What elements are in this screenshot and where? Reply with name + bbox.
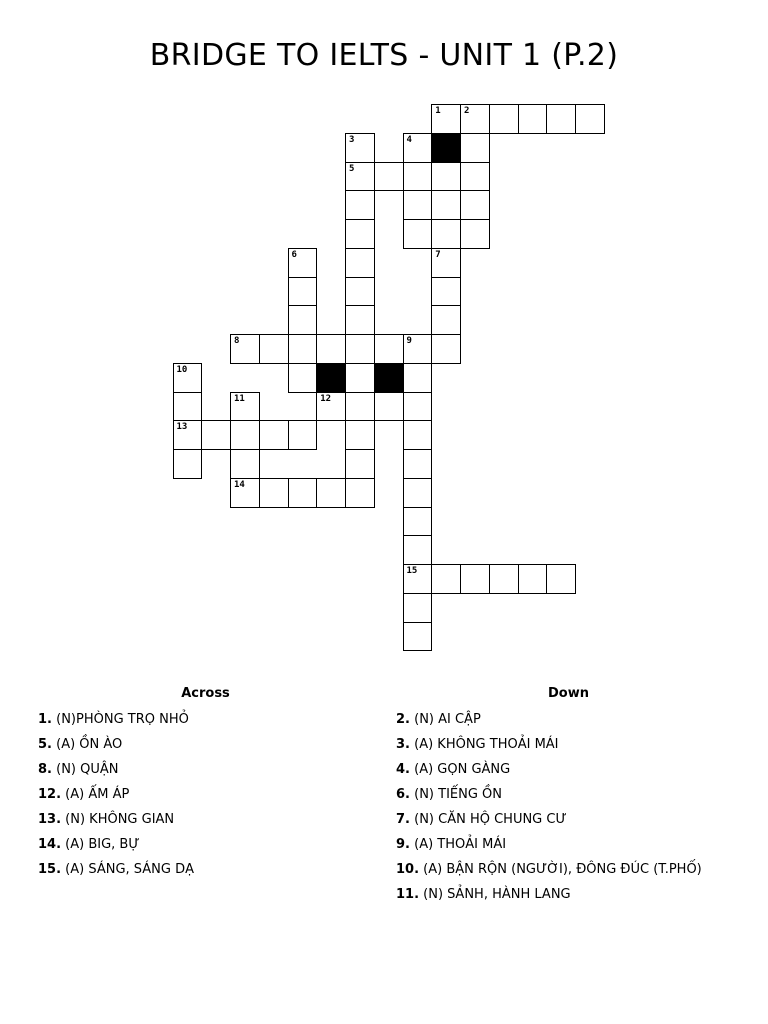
clue-number: 11 xyxy=(234,393,245,404)
clue-number: 7. xyxy=(396,812,410,827)
grid-cell[interactable] xyxy=(403,162,433,192)
grid-cell[interactable] xyxy=(345,478,375,508)
numbered-cell[interactable] xyxy=(345,133,375,163)
grid-cell[interactable] xyxy=(230,420,260,450)
numbered-cell[interactable] xyxy=(173,420,203,450)
down-clue xyxy=(396,757,741,782)
clue-text: (A) THOẢI MÁI xyxy=(414,837,507,852)
grid-cell[interactable] xyxy=(431,277,461,307)
clue-number: 7 xyxy=(435,249,441,260)
clue-number: 6 xyxy=(291,249,297,260)
across-clue xyxy=(38,757,373,782)
grid-cell[interactable] xyxy=(460,564,490,594)
grid-cell[interactable] xyxy=(518,104,548,134)
down-header: Down xyxy=(548,686,589,701)
grid-cell[interactable] xyxy=(374,334,404,364)
black-square xyxy=(431,133,461,163)
grid-cell[interactable] xyxy=(345,219,375,249)
grid-cell[interactable] xyxy=(431,219,461,249)
grid-cell[interactable] xyxy=(345,392,375,422)
grid-cell[interactable] xyxy=(403,363,433,393)
grid-cell[interactable] xyxy=(345,190,375,220)
grid-cell[interactable] xyxy=(403,478,433,508)
grid-cell[interactable] xyxy=(345,334,375,364)
grid-cell[interactable] xyxy=(460,133,490,163)
clue-number: 12 xyxy=(320,393,332,404)
clue-text: (A) KHÔNG THOẢI MÁI xyxy=(414,737,559,752)
grid-cell[interactable] xyxy=(374,392,404,422)
down-list xyxy=(396,707,741,907)
numbered-cell[interactable] xyxy=(230,334,260,364)
grid-cell[interactable] xyxy=(259,478,289,508)
grid-cell[interactable] xyxy=(374,162,404,192)
clue-number: 13 xyxy=(176,422,188,433)
grid-cell[interactable] xyxy=(546,104,576,134)
grid-cell[interactable] xyxy=(230,449,260,479)
grid-cell[interactable] xyxy=(403,219,433,249)
grid-cell[interactable] xyxy=(575,104,605,134)
numbered-cell[interactable] xyxy=(431,104,461,134)
clue-text: (N) CĂN HỘ CHUNG CƯ xyxy=(414,812,567,827)
clue-number: 10. xyxy=(396,862,420,877)
clue-number: 9. xyxy=(396,837,410,852)
across-clues xyxy=(38,686,373,882)
grid-cell[interactable] xyxy=(173,392,203,422)
grid-cell[interactable] xyxy=(489,564,519,594)
clue-text: (N) QUẬN xyxy=(56,762,119,777)
grid-cell[interactable] xyxy=(173,449,203,479)
grid-cell[interactable] xyxy=(288,420,318,450)
clue-number: 9 xyxy=(406,336,412,346)
clue-number: 3 xyxy=(349,134,355,145)
grid-cell[interactable] xyxy=(345,305,375,335)
clue-text: (A) GỌN GÀNG xyxy=(414,762,511,777)
grid-cell[interactable] xyxy=(316,478,346,508)
clue-number: 6. xyxy=(396,787,410,802)
clue-number: 1. xyxy=(38,712,52,727)
down-clues xyxy=(396,686,741,907)
down-clue xyxy=(396,707,741,732)
grid-cell[interactable] xyxy=(288,277,318,307)
clue-number: 8 xyxy=(234,336,240,346)
down-clue xyxy=(396,857,741,882)
grid-cell[interactable] xyxy=(259,420,289,450)
grid-cell[interactable] xyxy=(546,564,576,594)
clue-number: 14 xyxy=(234,479,245,490)
clue-number: 13. xyxy=(38,812,62,827)
grid-cell[interactable] xyxy=(460,219,490,249)
grid-cell[interactable] xyxy=(431,190,461,220)
grid-cell[interactable] xyxy=(403,190,433,220)
grid-cell[interactable] xyxy=(403,535,433,565)
grid-cell[interactable] xyxy=(288,305,318,335)
grid-cell[interactable] xyxy=(403,420,433,450)
grid-cell[interactable] xyxy=(259,334,289,364)
grid-cell[interactable] xyxy=(288,334,318,364)
numbered-cell[interactable] xyxy=(316,392,346,422)
clue-number: 10 xyxy=(176,364,188,375)
grid-cell[interactable] xyxy=(345,363,375,393)
across-clue xyxy=(38,807,373,832)
down-clue xyxy=(396,732,741,757)
numbered-cell[interactable] xyxy=(230,478,260,508)
grid-cell[interactable] xyxy=(201,420,231,450)
clue-number: 5 xyxy=(349,163,355,174)
grid-cell[interactable] xyxy=(489,104,519,134)
clue-number: 5. xyxy=(38,737,52,752)
grid-cell[interactable] xyxy=(403,449,433,479)
across-list xyxy=(38,707,373,882)
clue-number: 1 xyxy=(435,106,441,116)
clue-text: (N) KHÔNG GIAN xyxy=(65,812,175,827)
grid-cell[interactable] xyxy=(431,305,461,335)
numbered-cell[interactable] xyxy=(173,363,203,393)
clue-number: 15 xyxy=(406,566,418,576)
grid-cell[interactable] xyxy=(403,593,433,623)
grid-cell[interactable] xyxy=(288,478,318,508)
grid-cell[interactable] xyxy=(460,190,490,220)
clue-text: (N) AI CẬP xyxy=(414,712,481,727)
across-header: Across xyxy=(181,686,230,701)
clue-number: 15. xyxy=(38,862,62,877)
clue-number: 8. xyxy=(38,762,52,777)
across-clue xyxy=(38,707,373,732)
numbered-cell[interactable] xyxy=(460,104,490,134)
numbered-cell[interactable] xyxy=(345,162,375,192)
grid-cell[interactable] xyxy=(345,420,375,450)
clue-number: 4 xyxy=(406,134,412,145)
numbered-cell[interactable] xyxy=(288,248,318,278)
down-clue xyxy=(396,882,741,907)
grid-cell[interactable] xyxy=(345,449,375,479)
clue-text: (A) BIG, BỰ xyxy=(65,837,140,852)
grid-cell[interactable] xyxy=(403,622,433,652)
down-clue xyxy=(396,807,741,832)
clue-text: (N) TIẾNG ỒN xyxy=(414,787,503,802)
clue-number: 4. xyxy=(396,762,410,777)
grid-cell[interactable] xyxy=(431,564,461,594)
grid-cell[interactable] xyxy=(431,162,461,192)
numbered-cell[interactable] xyxy=(403,334,433,364)
clue-number: 3. xyxy=(396,737,410,752)
black-square xyxy=(374,363,404,393)
across-clue xyxy=(38,732,373,757)
down-clue xyxy=(396,832,741,857)
clue-text: (N) SẢNH, HÀNH LANG xyxy=(423,887,571,902)
black-square xyxy=(316,363,346,393)
clue-text: (A) ẤM ÁP xyxy=(65,787,130,802)
down-clue xyxy=(396,782,741,807)
clue-number: 14. xyxy=(38,837,62,852)
grid-cell[interactable] xyxy=(403,392,433,422)
clue-text: (A) ỒN ÀO xyxy=(56,737,123,752)
clue-text: (A) SÁNG, SÁNG DẠ xyxy=(65,862,195,877)
clue-number: 2 xyxy=(464,106,470,116)
across-clue xyxy=(38,782,373,807)
grid-cell[interactable] xyxy=(518,564,548,594)
grid-cell[interactable] xyxy=(403,507,433,537)
clue-number: 11. xyxy=(396,887,420,902)
clue-number: 12. xyxy=(38,787,62,802)
clue-text: (N)PHÒNG TRỌ NHỎ xyxy=(56,712,189,727)
grid-cell[interactable] xyxy=(345,248,375,278)
grid-cell[interactable] xyxy=(345,277,375,307)
grid-cell[interactable] xyxy=(316,334,346,364)
across-clue xyxy=(38,857,373,882)
clue-text: (A) BẬN RỘN (NGƯỜI), ĐÔNG ĐÚC (T.PHỐ) xyxy=(423,862,702,877)
page-title: BRIDGE TO IELTS - UNIT 1 (P.2) xyxy=(149,38,619,73)
clue-number: 2. xyxy=(396,712,410,727)
numbered-cell[interactable] xyxy=(431,248,461,278)
grid-cell[interactable] xyxy=(431,334,461,364)
across-clue xyxy=(38,832,373,857)
numbered-cell[interactable] xyxy=(403,133,433,163)
numbered-cell[interactable] xyxy=(403,564,433,594)
grid-cell[interactable] xyxy=(288,363,318,393)
grid-cell[interactable] xyxy=(460,162,490,192)
numbered-cell[interactable] xyxy=(230,392,260,422)
